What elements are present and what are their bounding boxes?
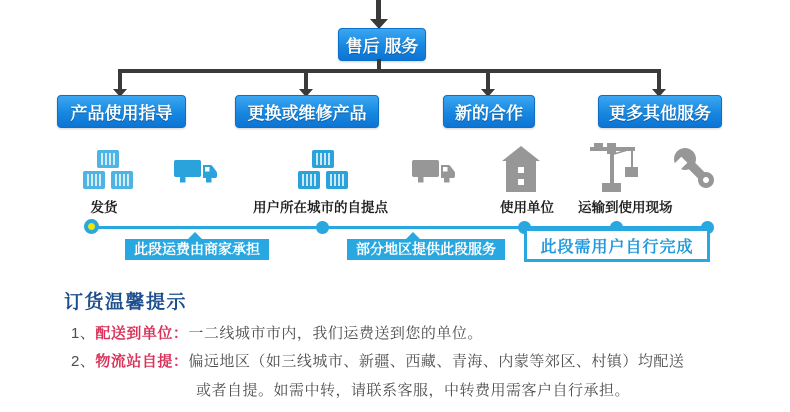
segment-label-pointer bbox=[188, 232, 202, 239]
notice-item-1 bbox=[71, 322, 483, 343]
timeline-dot bbox=[316, 221, 329, 234]
notice-item-term: 配送到单位： bbox=[95, 325, 189, 342]
notice-item-number: 1、 bbox=[71, 325, 96, 342]
branch-label: 更多其他服务 bbox=[609, 104, 711, 123]
truck-icon bbox=[412, 157, 456, 191]
branch-node-more-services bbox=[598, 95, 722, 128]
notice-item-term: 物流站自提： bbox=[95, 353, 189, 370]
branch-label: 更换或维修产品 bbox=[247, 104, 367, 123]
station-label-transport-to-site: 运输到使用现场 bbox=[578, 200, 673, 215]
segment-label-text: 部分地区提供此段服务 bbox=[356, 241, 496, 257]
tower-crane-icon bbox=[588, 143, 640, 192]
segment-label-user-self-complete bbox=[524, 228, 710, 262]
station-label-pickup-point: 用户所在城市的自提点 bbox=[253, 200, 388, 215]
timeline-dot-start bbox=[84, 219, 99, 234]
cargo-stack-icon bbox=[82, 149, 134, 191]
wrench-icon bbox=[672, 146, 716, 190]
station-label-shipping: 发货 bbox=[90, 200, 118, 215]
root-node bbox=[338, 28, 426, 61]
branch-node-replace-repair bbox=[235, 95, 379, 128]
branch-node-product-guidance bbox=[57, 95, 186, 128]
notice-item-number: 2、 bbox=[71, 353, 96, 370]
branch-node-new-cooperation bbox=[443, 95, 535, 128]
segment-label-text: 此段运费由商家承担 bbox=[134, 241, 260, 257]
notice-title: 订货温馨提示 bbox=[64, 292, 188, 313]
branch-arrow-stem bbox=[657, 71, 661, 90]
branch-label: 产品使用指导 bbox=[70, 104, 173, 123]
segment-label-merchant-freight bbox=[125, 239, 269, 260]
notice-item-2-continued bbox=[196, 379, 630, 400]
notice-item-text: 或者自提。如需中转，请联系客服，中转费用需客户自行承担。 bbox=[196, 382, 631, 399]
notice-item-text: 一二线城市市内，我们运费送到您的单位。 bbox=[188, 325, 483, 342]
segment-label-partial-service bbox=[347, 239, 505, 260]
branch-connector-rail bbox=[118, 69, 661, 73]
truck-icon bbox=[174, 157, 218, 191]
branch-arrow-stem bbox=[304, 71, 308, 90]
building-icon bbox=[502, 146, 540, 192]
cargo-stack-icon bbox=[297, 149, 349, 191]
notice-item-2 bbox=[71, 350, 684, 371]
segment-label-pointer bbox=[406, 232, 420, 239]
root-node-label: 售后 服务 bbox=[345, 37, 419, 56]
branch-arrow-stem bbox=[118, 71, 122, 90]
notice-item-text: 偏远地区（如三线城市、新疆、西藏、青海、内蒙等郊区、村镇）均配送 bbox=[188, 353, 685, 370]
top-arrow-stem bbox=[376, 0, 381, 20]
timeline-dot-start-core bbox=[88, 223, 95, 230]
station-label-using-unit: 使用单位 bbox=[500, 200, 554, 215]
branch-arrow-stem bbox=[486, 71, 490, 90]
branch-label: 新的合作 bbox=[455, 104, 523, 123]
segment-label-text: 此段需用户自行完成 bbox=[540, 238, 694, 256]
